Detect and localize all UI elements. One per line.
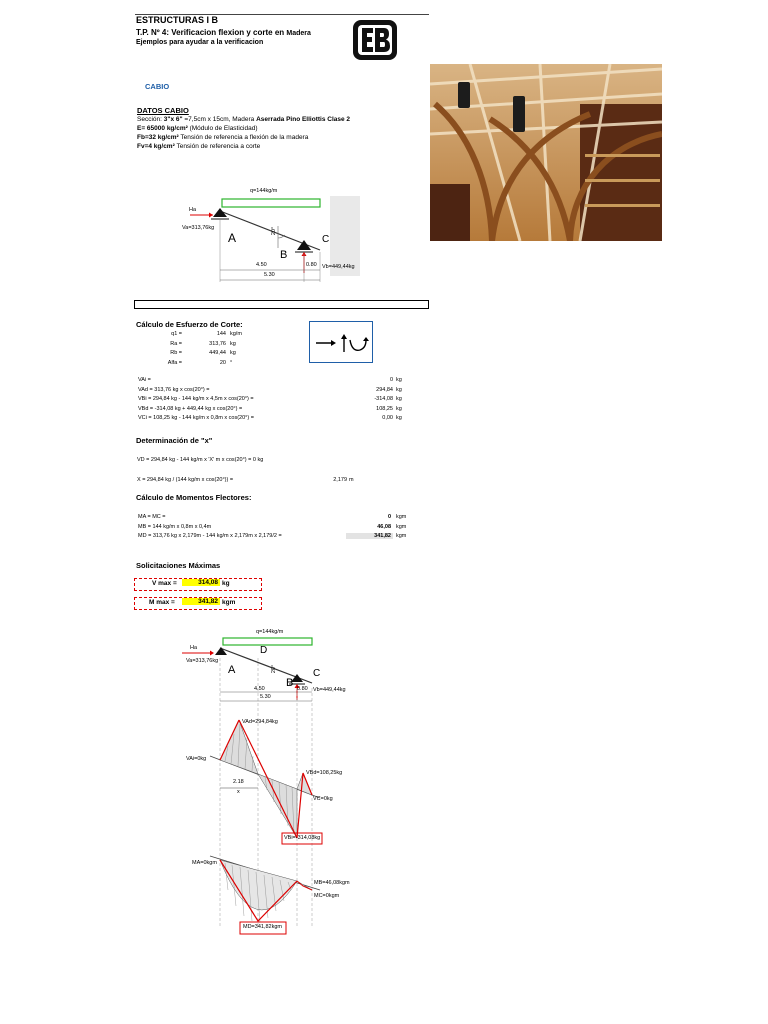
param-name: Ra = — [170, 340, 182, 347]
momento-unit: kgm — [396, 523, 407, 530]
angle-label: 20° — [271, 226, 278, 236]
param-unit: kg/m — [230, 331, 242, 337]
corte-value: 108,25 — [376, 405, 393, 412]
d2-dim-2: 0.80 — [297, 686, 308, 692]
section-label: CABIO — [145, 82, 170, 91]
param-name: Alfa = — [167, 359, 182, 366]
corte-params — [150, 331, 270, 371]
momento-row — [136, 533, 406, 542]
momento-unit: kgm — [396, 514, 407, 520]
course-title: ESTRUCTURAS I B — [136, 15, 219, 25]
x-dim-label: 2.18 — [233, 779, 244, 785]
corte-value: 0,00 — [382, 415, 393, 421]
separator-box — [134, 300, 429, 309]
vmax-value: 314,08 — [182, 579, 220, 586]
param-value: 449,44 — [209, 350, 226, 356]
dim-1: 4.50 — [256, 262, 267, 268]
param-row — [150, 331, 270, 340]
d2-ha-label: Ha — [190, 645, 198, 651]
det-x-title: Determinación de "x" — [136, 436, 213, 445]
datos-line-2: E= 65000 kg/cm² (Módulo de Elasticidad) — [137, 125, 258, 132]
d2-vb-label: Vb=449,44kg — [313, 687, 346, 693]
param-value: 313,76 — [209, 340, 226, 347]
corte-row — [136, 377, 406, 386]
vmax-label: V max = — [152, 580, 177, 587]
vmax-unit: kg — [222, 580, 230, 587]
param-unit: kg — [230, 340, 236, 347]
datos-title: DATOS CABIO — [137, 106, 189, 115]
det-x-eq1: VD = 294,84 kg - 144 kg/m x 'X' m x cos(20°) = 0 kg — [137, 457, 264, 463]
datos-line-4: Fv=4 kg/cm² Tensión de referencia a corte — [137, 143, 261, 150]
det-x-eq2: X = 294,84 kg / (144 kg/m x cos(20°)) = — [137, 477, 234, 483]
mc-label: MC=0kgm — [314, 893, 340, 899]
corte-unit: kg — [396, 386, 402, 393]
shear-moment-diagram — [170, 628, 360, 943]
vbi-label: VBi=-314,08kg — [284, 835, 321, 841]
param-unit: kg — [230, 350, 236, 356]
momento-value: 341,82 — [346, 533, 393, 539]
datos-line-1: Sección: 3"x 6" =7,5cm x 15cm, Madera Aserrada Pino Elliottis Clase 2 — [137, 116, 351, 123]
corte-row — [136, 396, 406, 405]
corte-row — [136, 387, 406, 396]
tp-title: T.P. Nº 4: Verificacion flexion y corte en Madera — [136, 28, 311, 37]
load-label: q=144kg/m — [250, 188, 278, 194]
corte-value: 0 — [389, 377, 393, 383]
eb-logo — [352, 19, 398, 61]
corte-expr: VBd = -314,08 kg + 449,44 kg x cos(20°) = — [138, 405, 243, 412]
vad-label: VAd=294,84kg — [242, 719, 278, 725]
d2-node-d: D — [260, 645, 268, 656]
corte-expr: VAd = 313,76 kg x cos(20°) = — [138, 386, 210, 393]
vc-label: VC=0kg — [313, 796, 333, 802]
d2-node-b: B — [286, 677, 294, 689]
corte-unit: kg — [396, 405, 402, 412]
momento-expr: MA = MC = — [138, 514, 166, 520]
ha-label: Ha — [189, 207, 197, 213]
momento-row — [136, 514, 406, 523]
timber-structure-photo — [430, 64, 662, 241]
datos-line-3: Fb=32 kg/cm² Tensión de referencia a flexión de la madera — [137, 134, 309, 141]
corte-unit: kg — [396, 396, 402, 402]
param-row — [150, 341, 270, 350]
mmax-label: M max = — [149, 599, 175, 606]
dim-2: 0.80 — [306, 262, 317, 268]
vbd-label: VBd=108,25kg — [306, 770, 343, 776]
d2-dim-total: 5.30 — [260, 694, 271, 700]
d2-node-a: A — [228, 664, 236, 676]
corte-value: 294,84 — [376, 386, 393, 393]
param-unit: ° — [230, 359, 233, 366]
det-x-unit: m — [349, 477, 354, 483]
sign-convention-icon — [309, 321, 373, 363]
d2-angle: 20° — [271, 664, 278, 674]
beam-diagram-1 — [180, 186, 370, 286]
det-x-value: 2,179 — [333, 477, 347, 483]
vai-label: VAi=0kg — [186, 756, 207, 762]
corte-unit: kg — [396, 377, 402, 383]
param-name: q1 = — [171, 331, 182, 337]
doc-subtitle: Ejemplos para ayudar a la verificacion — [136, 39, 264, 46]
node-a-label: A — [228, 231, 237, 245]
momentos-title: Cálculo de Momentos Flectores: — [136, 493, 252, 502]
param-value: 144 — [216, 331, 226, 337]
x-label: x — [237, 789, 240, 795]
momento-row — [136, 524, 406, 533]
momento-expr: MD = 313,76 kg x 2,179m - 144 kg/m x 2,179m x 2,179/2 = — [138, 533, 282, 539]
momento-value: 46,08 — [377, 523, 391, 530]
momento-expr: MB = 144 kg/m x 0,8m x 0,4m — [138, 523, 212, 530]
param-value: 20 — [219, 359, 226, 366]
mmax-unit: kgm — [222, 599, 236, 606]
corte-expr: VAi = — [138, 377, 151, 383]
corte-expr: VBi = 294,84 kg - 144 kg/m x 4,5m x cos(20°) = — [138, 396, 254, 402]
node-c-label: C — [322, 234, 330, 245]
corte-expr: VCi = 108,25 kg - 144 kg/m x 0,8m x cos(20°) = — [138, 415, 254, 421]
momento-unit: kgm — [396, 533, 407, 539]
md-label: MD=341,82kgm — [243, 924, 282, 930]
corte-unit: kg — [396, 415, 402, 421]
momento-value: 0 — [387, 514, 391, 520]
d2-load-label: q=144kg/m — [256, 629, 284, 635]
corte-row — [136, 406, 406, 415]
corte-row — [136, 415, 406, 424]
node-b-label: B — [280, 249, 288, 261]
va-label: Va=313,76kg — [182, 225, 215, 231]
param-row — [150, 350, 270, 359]
d2-node-c: C — [313, 668, 321, 679]
ma-label: MA=0kgm — [192, 860, 217, 866]
corte-value: -314,08 — [374, 396, 393, 402]
maximas-title: Solicitaciones Máximas — [136, 561, 221, 570]
dim-total: 5.30 — [264, 272, 275, 278]
vb-label: Vb=449,44kg — [322, 264, 355, 270]
mmax-value: 341,82 — [182, 598, 220, 605]
param-row — [150, 360, 270, 369]
mb-label: MB=46,08kgm — [314, 880, 350, 886]
d2-va-label: Va=313,76kg — [186, 658, 219, 664]
d2-dim-1: 4.50 — [254, 686, 265, 692]
param-name: Rb = — [170, 350, 182, 356]
corte-title: Cálculo de Esfuerzo de Corte: — [136, 320, 243, 329]
